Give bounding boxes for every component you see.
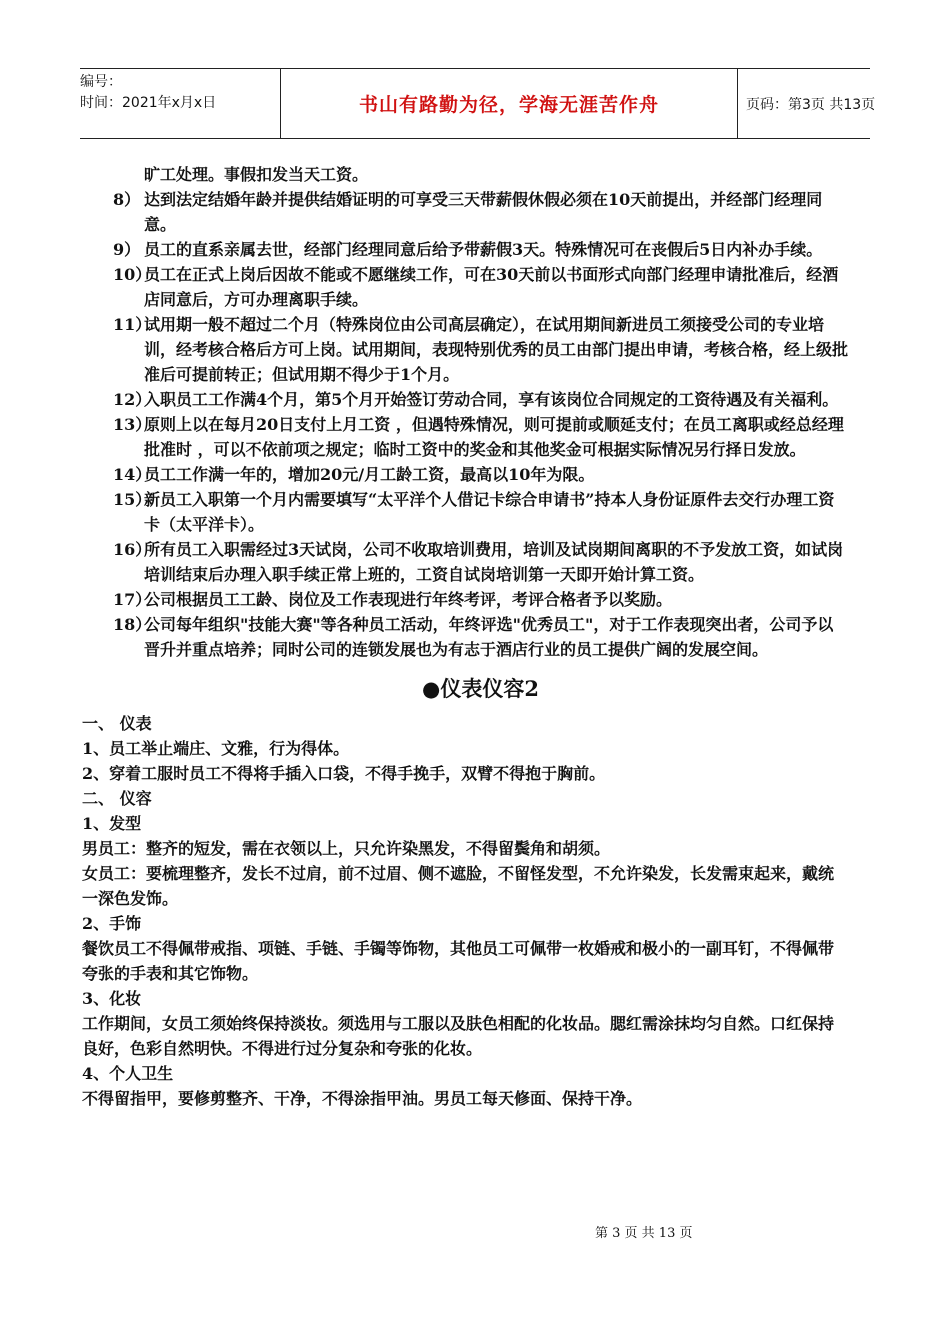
list-item-text: 新员工入职第一个月内需要填写“太平洋个人借记卡综合申请书”持本人身份证原件去交行办理工资卡（太平洋卡）。 — [144, 490, 835, 534]
page-code: 页码：第3页 共13页 — [746, 96, 876, 113]
paragraph: 2、手饰 — [82, 914, 142, 933]
list-item-text: 公司根据员工工龄、岗位及工作表现进行年终考评，考评合格者予以奖励。 — [144, 590, 673, 609]
list-item-text: 员工在正式上岗后因故不能或不愿继续工作，可在30天前以书面形式向部门经理申请批准后，经酒店同意后，方可办理离职手续。 — [144, 265, 839, 309]
serial-label: 编号： — [80, 74, 122, 90]
list-item-number: 17） — [113, 590, 152, 609]
paragraph: 二、 仪容 — [82, 789, 152, 808]
paragraph: 餐饮员工不得佩带戒指、项链、手链、手镯等饰物，其他员工可佩带一枚婚戒和极小的一副耳钉，不得佩带夸张的手表和其它饰物。 — [82, 939, 835, 983]
list-item-text: 公司每年组织"技能大赛"等各种员工活动，年终评选"优秀员工"，对于工作表现突出者，公司予以晋升并重点培养；同时公司的连锁发展也为有志于酒店行业的员工提供广阔的发展空间。 — [144, 615, 834, 659]
list-item — [113, 487, 848, 537]
list-item-number: 15） — [113, 490, 152, 509]
list-item-number: 12） — [113, 390, 152, 409]
continuation-text: 旷工处理。事假扣发当天工资。 — [144, 165, 369, 184]
list-item-number: 16） — [113, 540, 152, 559]
motto: 书山有路勤为径，学海无涯苦作舟 — [358, 94, 659, 116]
list-item — [113, 262, 848, 312]
list-item — [113, 412, 848, 462]
paragraph: 女员工：要梳理整齐，发长不过肩，前不过眉、侧不遮脸，不留怪发型，不允许染发，长发需束起来，戴统一深色发饰。 — [82, 864, 835, 908]
list-item-number: 10） — [113, 265, 152, 284]
list-item-number: 14） — [113, 465, 152, 484]
paragraph: 4、个人卫生 — [82, 1064, 174, 1083]
section-title: ●仪表仪容2 — [422, 676, 539, 701]
list-item — [113, 187, 848, 237]
list-item-number: 8） — [113, 190, 141, 209]
list-item — [113, 312, 848, 387]
paragraph: 2、穿着工服时员工不得将手插入口袋，不得手挽手，双臂不得抱于胸前。 — [82, 764, 606, 783]
list-item-text: 原则上以在每月20日支付上月工资 ，但遇特殊情况，则可提前或顺延支付；在员工离职或经总经理批准时 ，可以不依前项之规定；临时工资中的奖金和其他奖金可根据实际情况另行择日发放。 — [144, 415, 844, 459]
list-item-text: 员工的直系亲属去世，经部门经理同意后给予带薪假3天。特殊情况可在丧假后5日内补办手续。 — [144, 240, 823, 259]
list-item-text: 达到法定结婚年龄并提供结婚证明的可享受三天带薪假休假必须在10天前提出，并经部门经理同意。 — [144, 190, 823, 234]
page-header — [80, 68, 876, 139]
header-left — [80, 69, 280, 141]
paragraph: 男员工：整齐的短发，需在衣领以上，只允许染黑发，不得留鬓角和胡须。 — [82, 839, 611, 858]
list-item-text: 所有员工入职需经过3天试岗，公司不收取培训费用，培训及试岗期间离职的不予发放工资，如试岗培训结束后办理入职手续正常上班的，工资自试岗培训第一天即开始计算工资。 — [144, 540, 844, 584]
list-item — [113, 537, 848, 587]
list-item-number: 13） — [113, 415, 152, 434]
paragraph: 1、员工举止端庄、文雅，行为得体。 — [82, 739, 350, 758]
list-item-number: 11） — [113, 315, 152, 334]
document-body — [82, 162, 849, 1111]
paragraph: 1、发型 — [82, 814, 142, 833]
list-item — [113, 462, 848, 487]
paragraph: 3、化妆 — [82, 989, 142, 1008]
paragraph: 不得留指甲，要修剪整齐、干净，不得涂指甲油。男员工每天修面、保持干净。 — [82, 1089, 643, 1108]
footer-page-number: 第 3 页 共 13 页 — [595, 1226, 693, 1241]
list-item — [113, 612, 848, 662]
paragraph: 工作期间，女员工须始终保持淡妆。须选用与工服以及肤色相配的化妆品。腮红需涂抹均匀自然。口红保持良好，色彩自然明快。不得进行过分复杂和夸张的化妆。 — [82, 1014, 835, 1058]
list-item-text: 试用期一般不超过二个月（特殊岗位由公司高层确定），在试用期间新进员工须接受公司的专业培训，经考核合格后方可上岗。试用期间，表现特别优秀的员工由部门提出申请，考核合格，经上级批准后可提前转正；但试用期不得少于1个月。 — [144, 315, 849, 384]
list-item-text: 入职员工工作满4个月，第5个月开始签订劳动合同，享有该岗位合同规定的工资待遇及有关福利。 — [144, 390, 839, 409]
list-item — [113, 587, 848, 612]
section-body — [82, 711, 848, 1111]
list-item — [113, 387, 848, 412]
list-item-number: 9） — [113, 240, 141, 259]
paragraph: 一、 仪表 — [82, 714, 152, 733]
header-motto-cell — [280, 69, 738, 138]
list-item-number: 18） — [113, 615, 152, 634]
time-label: 时间：2021年x月x日 — [80, 95, 217, 111]
numbered-list — [113, 187, 848, 662]
list-item — [113, 237, 848, 262]
list-item-text: 员工工作满一年的，增加20元/月工龄工资，最高以10年为限。 — [144, 465, 595, 484]
